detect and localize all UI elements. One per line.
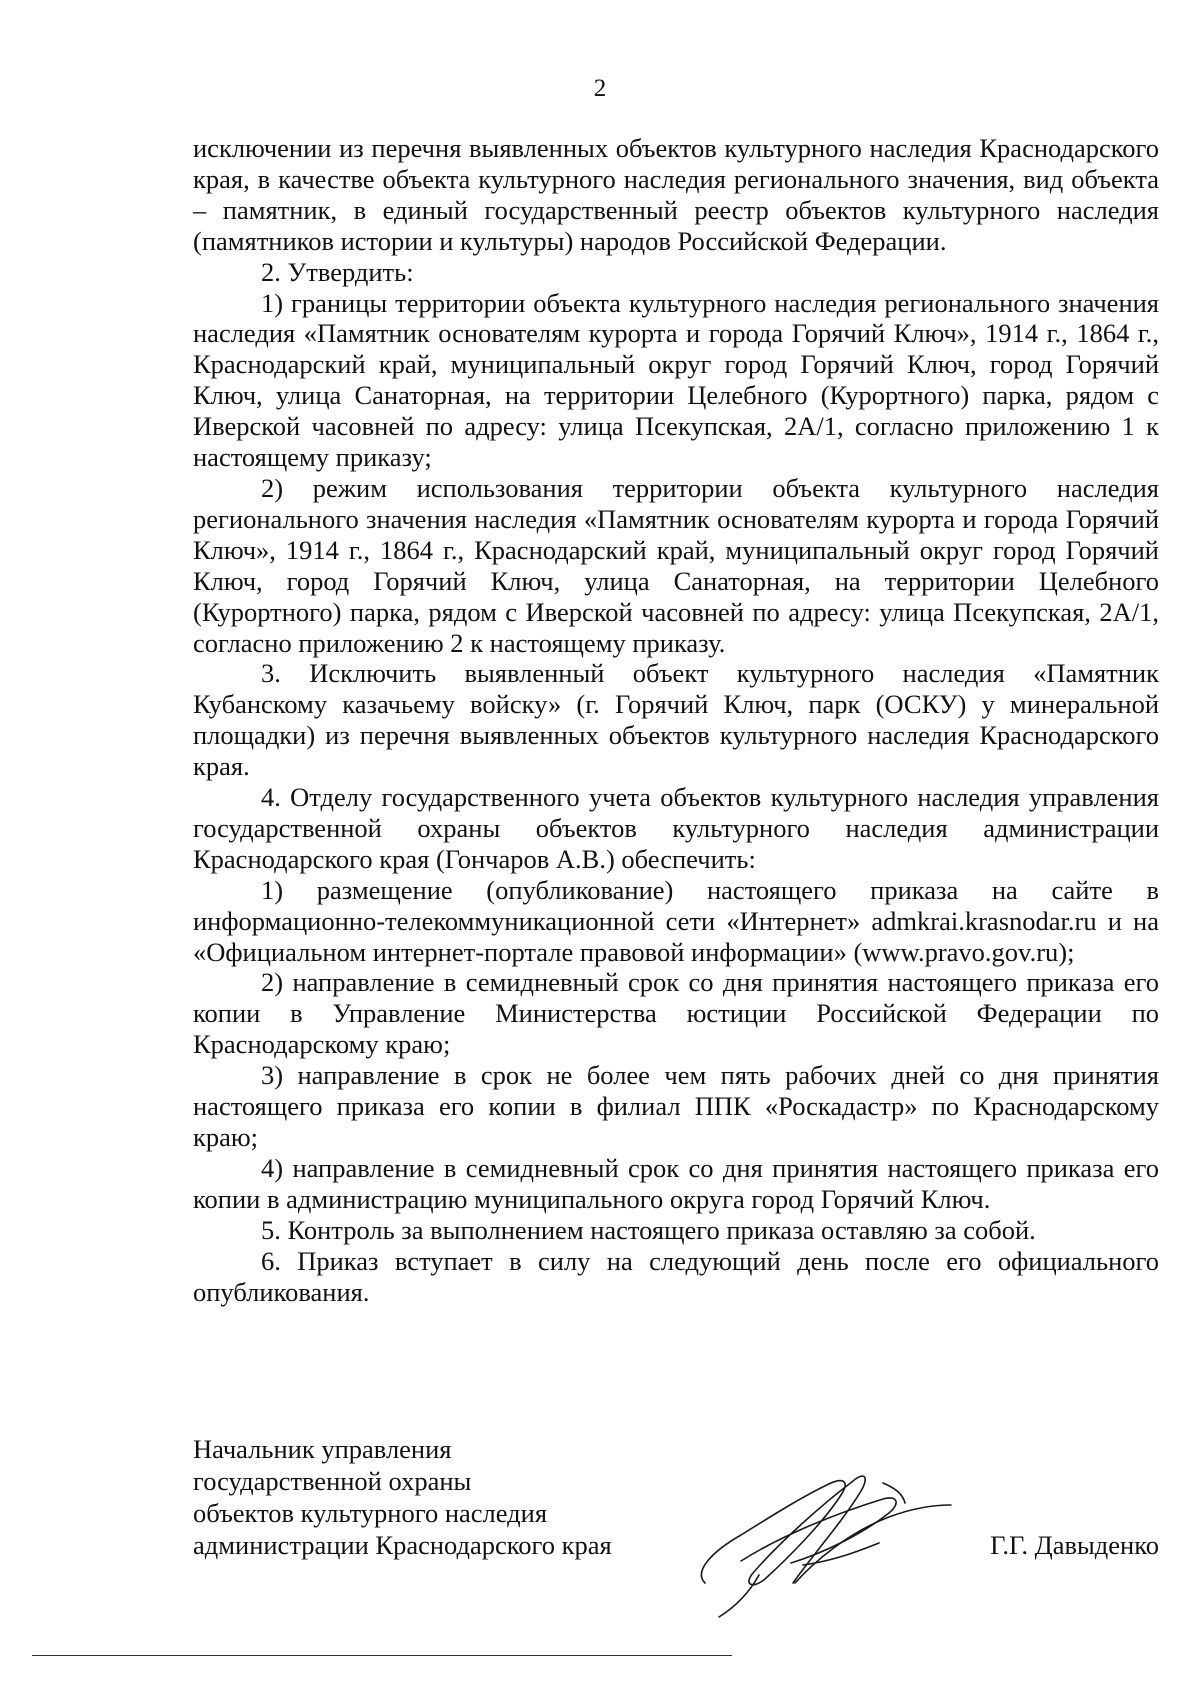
paragraph-item-4: 4. Отделу государственного учета объектов культурного наследия управления государственной охраны объектов культурного наследия администрации Краснодарского края (Гончаров А.В.) обеспечить: — [193, 782, 1159, 874]
paragraph-subitem-4-3: 3) направление в срок не более чем пять рабочих дней со дня принятия настоящего приказа его копии в филиал ППК «Роскадастр» по Краснодарскому краю; — [193, 1060, 1159, 1152]
paragraph-item-5: 5. Контроль за выполнением настоящего приказа оставляю за собой. — [261, 1214, 1036, 1245]
signer-position-line: администрации Краснодарского края — [193, 1530, 612, 1560]
handwritten-signature — [683, 1433, 963, 1623]
paragraph-subitem-2-2: 2) режим использования территории объекта культурного наследия регионального значения наследия «Памятник основателям курорта и города Горячий Ключ», 1914 г., 1864 г., Краснодарский край, муниципальный округ город Горячий Ключ, город Горячий Ключ, улица Санаторная, на территории Целебного (Курортного) парка, рядом с Иверской часовней по адресу: улица Псекупская, 2А/1, согласно приложению 2 к настоящему приказу. — [193, 472, 1159, 658]
paragraph-subitem-2-1: 1) границы территории объекта культурного наследия регионального значения наследия «Памятник основателям курорта и города Горячий Ключ», 1914 г., 1864 г., Краснодарский край, муниципальный округ город Горячий Ключ, город Горячий Ключ, улица Санаторная, на территории Целебного (Курортного) парка, рядом с Иверской часовней по адресу: улица Псекупская, 2А/1, согласно приложению 1 к настоящему приказу; — [193, 287, 1159, 473]
page-number: 2 — [593, 75, 607, 102]
paragraph-continuation: исключении из перечня выявленных объектов культурного наследия Краснодарского края, в качестве объекта культурного наследия регионального значения, вид объекта – памятник, в единый государственный реестр объектов культурного наследия (памятников истории и культуры) народов Российской Федерации. — [193, 133, 1159, 256]
paragraph-item-2: 2. Утвердить: — [261, 256, 414, 287]
footer-divider — [32, 1655, 732, 1656]
signer-name: Г.Г. Давыденко — [990, 1530, 1159, 1560]
paragraph-item-3: 3. Исключить выявленный объект культурного наследия «Памятник Кубанскому казачьему войску» (г. Горячий Ключ, парк (ОСКУ) у минеральной площадки) из перечня выявленных объектов культурного наследия Краснодарского края. — [193, 658, 1159, 782]
document-body — [193, 133, 1159, 1307]
paragraph-subitem-4-2: 2) направление в семидневный срок со дня принятия настоящего приказа его копии в Управление Министерства юстиции Российской Федерации по Краснодарскому краю; — [193, 967, 1159, 1060]
signer-position — [193, 1433, 612, 1561]
paragraph-subitem-4-1: 1) размещение (опубликование) настоящего приказа на сайте в информационно-телекоммуникационной сети «Интернет» admkrai.krasnodar.ru и на «Официальном интернет-портале правовой информации» (www.pravo.gov.ru); — [193, 874, 1159, 967]
signer-position-line: объектов культурного наследия — [193, 1498, 548, 1528]
paragraph-item-6: 6. Приказ вступает в силу на следующий день после его официального опубликования. — [193, 1245, 1159, 1307]
signer-position-line: Начальник управления — [193, 1434, 452, 1464]
signature-block — [193, 1433, 1159, 1623]
paragraph-subitem-4-4: 4) направление в семидневный срок со дня принятия настоящего приказа его копии в администрацию муниципального округа город Горячий Ключ. — [193, 1152, 1159, 1214]
signer-position-line: государственной охраны — [193, 1466, 472, 1496]
